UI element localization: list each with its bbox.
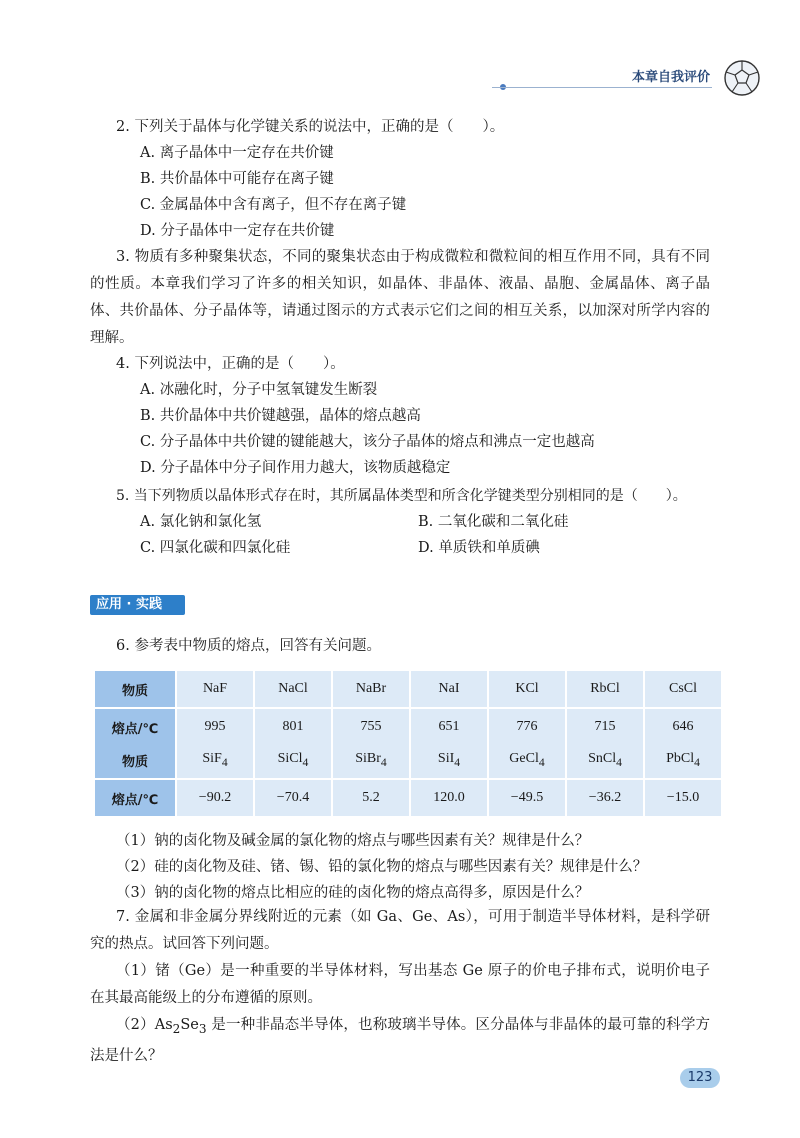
table-cell: 651 <box>411 709 487 745</box>
table-header-substance: 物质 <box>95 742 175 778</box>
q2-option-d: D. 分子晶体中一定存在共价键 <box>140 223 335 239</box>
table-header-melting-point: 熔点/℃ <box>95 780 175 816</box>
fullerene-icon <box>722 58 762 98</box>
table-cell: GeCl$_4$ <box>489 742 565 778</box>
q7-stem: 7. 金属和非金属分界线附近的元素（如 Ga、Ge、As），可用于制造半导体材料，是科学研究的热点。试回答下列问题。 <box>90 909 710 952</box>
section-label: 应用 · 实践 <box>90 595 185 615</box>
q4-stem: 4. 下列说法中，正确的是（ ）。 <box>116 356 345 372</box>
table-cell: −90.2 <box>177 780 253 816</box>
page-number: 123 <box>680 1068 720 1088</box>
q7-sub-1: （1）锗（Ge）是一种重要的半导体材料，写出基态 Ge 原子的价电子排布式，说明价电子在其最高能级上的分布遵循的原则。 <box>90 963 710 1006</box>
q6-sub-2: （2）硅的卤化物及硅、锗、锡、铅的氯化物的熔点与哪些因素有关？规律是什么？ <box>116 859 648 875</box>
table-header-substance: 物质 <box>95 671 175 707</box>
q5-option-c: C. 四氯化碳和四氯化硅 <box>140 540 291 556</box>
table-row <box>95 780 721 816</box>
table-cell: 776 <box>489 709 565 745</box>
table-cell: 755 <box>333 709 409 745</box>
table-cell: RbCl <box>567 671 643 707</box>
q4-option-b: B. 共价晶体中共价键越强，晶体的熔点越高 <box>140 408 421 424</box>
table-cell: −70.4 <box>255 780 331 816</box>
q6-sub-1: （1）钠的卤化物及碱金属的氯化物的熔点与哪些因素有关？规律是什么？ <box>116 833 590 849</box>
q4-option-c: C. 分子晶体中共价键的键能越大，该分子晶体的熔点和沸点一定也越高 <box>140 434 595 450</box>
q5-option-a: A. 氯化钠和氯化氢 <box>140 514 262 530</box>
q6-stem: 6. 参考表中物质的熔点，回答有关问题。 <box>116 638 381 654</box>
q4-option-a: A. 冰融化时，分子中氢氧键发生断裂 <box>140 382 378 398</box>
chapter-header <box>502 58 762 98</box>
table-cell: SnCl$_4$ <box>567 742 643 778</box>
table-cell: NaCl <box>255 671 331 707</box>
table-cell: −49.5 <box>489 780 565 816</box>
q2-option-b: B. 共价晶体中可能存在离子键 <box>140 171 334 187</box>
table-cell: SiI$_4$ <box>411 742 487 778</box>
q2-option-c: C. 金属晶体中含有离子，但不存在离子键 <box>140 197 407 213</box>
table-cell: SiF$_4$ <box>177 742 253 778</box>
q6-sub-3: （3）钠的卤化物的熔点比相应的硅的卤化物的熔点高得多，原因是什么？ <box>116 885 590 901</box>
q5-stem: 5. 当下列物质以晶体形式存在时，其所属晶体类型和所含化学键类型分别相同的是（ ）。 <box>116 488 687 504</box>
melting-point-table-sodium <box>93 669 723 747</box>
table-cell: −15.0 <box>645 780 721 816</box>
table-cell: SiCl$_4$ <box>255 742 331 778</box>
table-cell: 715 <box>567 709 643 745</box>
table-cell: NaBr <box>333 671 409 707</box>
table-cell: PbCl$_4$ <box>645 742 721 778</box>
table-cell: SiBr$_4$ <box>333 742 409 778</box>
table-cell: 801 <box>255 709 331 745</box>
table-header-melting-point: 熔点/℃ <box>95 709 175 745</box>
header-title: 本章自我评价 <box>631 70 710 85</box>
q2-stem: 2. 下列关于晶体与化学键关系的说法中，正确的是（ ）。 <box>116 119 505 135</box>
header-rule <box>492 87 712 88</box>
table-cell: 995 <box>177 709 253 745</box>
table-row <box>95 742 721 778</box>
table-cell: CsCl <box>645 671 721 707</box>
table-cell: NaF <box>177 671 253 707</box>
table-cell: 646 <box>645 709 721 745</box>
melting-point-table-silicon <box>93 740 723 818</box>
table-cell: KCl <box>489 671 565 707</box>
q5-option-b: B. 二氧化碳和二氧化硅 <box>418 514 569 530</box>
table-cell: −36.2 <box>567 780 643 816</box>
q7-sub-2: $(2)As_2Se_3$ 是一种非晶态半导体，也称玻璃半导体。区分晶体与非晶体的最可靠的科学方法是什么？ <box>90 1017 710 1064</box>
q3-text: 3. 物质有多种聚集状态，不同的聚集状态由于构成微粒和微粒间的相互作用不同，具有不同的性质。本章我们学习了许多的相关知识，如晶体、非晶体、液晶、晶胞、金属晶体、离子晶体、共价晶体、分子晶体等，请通过图示的方式表示它们之间的相互关系，以加深对所学内容的理解。 <box>90 249 710 346</box>
q5-option-d: D. 单质铁和单质碘 <box>418 540 540 556</box>
table-cell: 5.2 <box>333 780 409 816</box>
table-cell: 120.0 <box>411 780 487 816</box>
q2-option-a: A. 离子晶体中一定存在共价键 <box>140 145 334 161</box>
q4-option-d: D. 分子晶体中分子间作用力越大，该物质越稳定 <box>140 460 451 476</box>
table-cell: NaI <box>411 671 487 707</box>
table-row <box>95 671 721 707</box>
